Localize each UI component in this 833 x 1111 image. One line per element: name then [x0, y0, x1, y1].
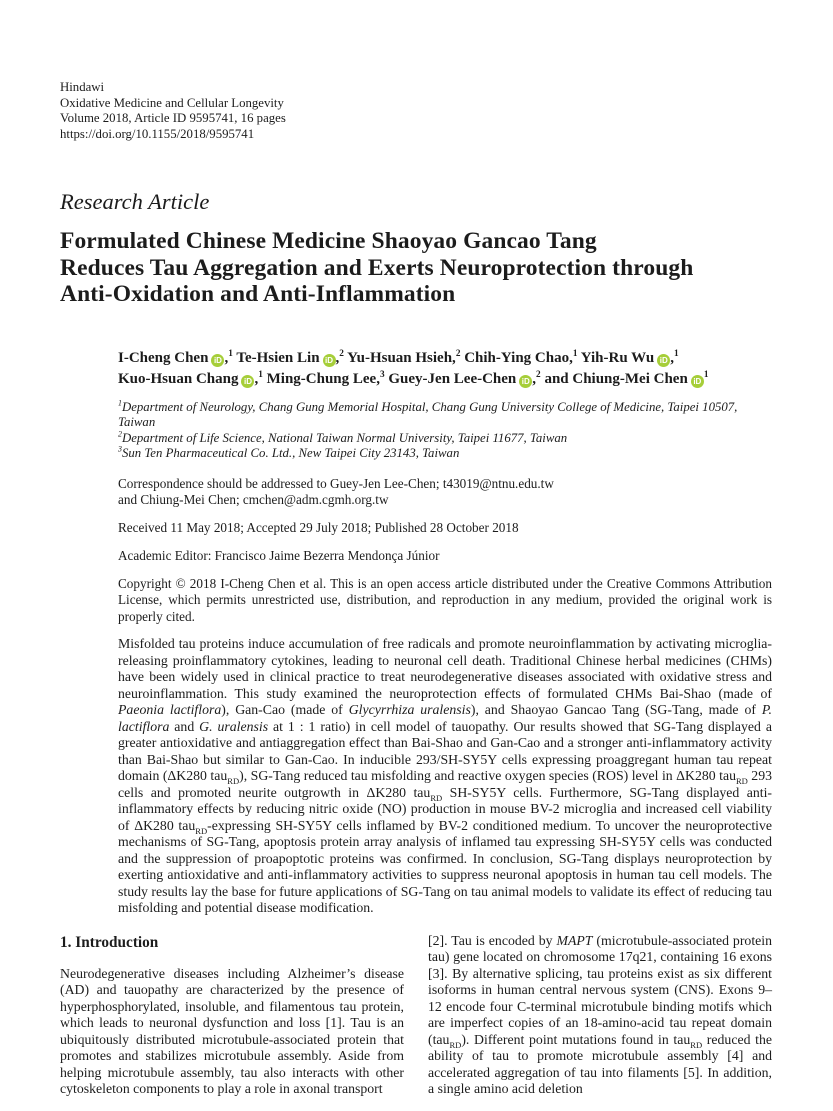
email-link[interactable]: cmchen@adm.cgmh.org.tw — [242, 491, 389, 507]
article-meta — [118, 348, 772, 917]
doi-link[interactable]: https://doi.org/10.1155/2018/9595741 — [60, 126, 255, 141]
orcid-icon[interactable]: iD — [519, 375, 532, 388]
orcid-icon[interactable]: iD — [211, 354, 224, 367]
section-heading-introduction: 1. Introduction — [60, 933, 159, 951]
journal-imprint — [60, 80, 772, 142]
title-line: Reduces Tau Aggregation and Exerts Neuroprotection through — [60, 254, 694, 281]
correspondence-block — [118, 476, 772, 508]
author-line: Kuo-Hsuan Chang iD ,$^1$ Ming-Chung Lee,$^3$ Guey-Jen Lee-Chen iD ,$^2$ and Chiung-Mei Chen $iD^1$ — [118, 369, 709, 387]
publisher-name: Hindawi — [60, 80, 105, 94]
orcid-icon[interactable]: iD — [691, 375, 704, 388]
affiliation-line: $^1$Department of Neurology, Chang Gung Memorial Hospital, Chang Gung University College of Medicine, Taipei 10507, Taiwan — [118, 398, 738, 430]
title-line: Formulated Chinese Medicine Shaoyao Gancao Tang — [60, 228, 597, 255]
affiliation-line: $^3$Sun Ten Pharmaceutical Co. Ltd., New Taipei City 23143, Taiwan — [118, 444, 460, 461]
author-list — [118, 348, 772, 390]
copyright-notice: Copyright © 2018 I-Cheng Chen et al. This is an open access article distributed under the Creative Commons Attribution License, which permits unrestricted use, distribution, and reproduction in any medium, provided the original work is properly cited. — [118, 575, 772, 624]
body-column-right — [428, 933, 772, 1098]
article-title — [60, 228, 772, 308]
author-line: I-Cheng Chen iD ,$^1$ Te-Hsien Lin iD ,$^2$ Yu-Hsuan Hsieh,$^2$ Chih-Ying Chao,$^1$ Yih-Ru Wu iD ,$^1$ — [118, 348, 679, 366]
body-columns — [60, 933, 772, 1098]
title-line: Anti-Oxidation and Anti-Inflammation — [60, 281, 456, 308]
orcid-icon[interactable]: iD — [323, 354, 336, 367]
affiliation-line: $^2$Department of Life Science, National Taiwan Normal University, Taipei 11677, Taiwan — [118, 429, 568, 445]
intro-paragraph-left: Neurodegenerative diseases including Alzheimer’s disease (AD) and tauopathy are characterized by the presence of hyperphosphorylated, insoluble, and filamentous tau protein, which leads to neuronal dysfunction and loss [1]. Tau is an ubiquitously distributed microtubule-associated protein that promotes and stabilizes microtubule assembly. Aside from helping microtubule assembly, tau also interacts with other cytoskeleton components to play a role in axonal transport — [60, 965, 404, 1096]
dates-line: Received 11 May 2018; Accepted 29 July 2018; Published 28 October 2018 — [118, 519, 519, 535]
abstract-text: Misfolded tau proteins induce accumulation of free radicals and promote neuroinflammation by activating microglia-releasing proinflammatory cytokines, leading to neuronal cell death. Traditional Chinese herbal medicines (CHMs) have been widely used in clinical practice to treat neurodegenerative diseases associated with oxidative stress and neuroinflammation. This study examined the neuroprotection effects of formulated CHMs Bai-Shao (made of Paeonia lactiflora), Gan-Cao (made of Glycyrrhiza uralensis), and Shaoyao Gancao Tang (SG-Tang, made of P. lactiflora and G. uralensis at 1 : 1 ratio) in cell model of tauopathy. Our results showed that SG-Tang displayed a greater antioxidative and antiaggregation effect than Bai-Shao and Gan-Cao and a stronger anti-inflammatory activity than Bai-Shao but similar to Gan-Cao. In inducible 293/SH-SY5Y cells expressing proaggregant human tau repeat domain (ΔK280 tau$_{RD}$), SG-Tang reduced tau misfolding and reactive oxygen species (ROS) level in ΔK280 tau$_{RD}$ 293 cells and promoted neurite outgrowth in ΔK280 tau$_{RD}$ SH-SY5Y cells. Furthermore, SG-Tang displayed anti-inflammatory effects by reducing nitric oxide (NO) production in mouse BV-2 microglia and increased cell viability of ΔK280 tau$_{RD}$-expressing SH-SY5Y cells inflamed by BV-2 conditioned medium. To uncover the neuroprotective mechanisms of SG-Tang, apoptosis protein array analysis of inflamed tau expressing SH-SY5Y cells was conducted and the suppression of proapoptotic proteins was confirmed. In conclusion, SG-Tang displays neuroprotection by exerting antioxidative and anti-inflammatory activities to suppress neuronal apoptosis in human tau cell models. The study results lay the base for future applications of SG-Tang on tau animal models to validate its effect of reducing tau misfolding and potential disease modification. — [118, 636, 773, 915]
correspondence-line: Correspondence should be addressed to Guey-Jen Lee-Chen; t43019@ntnu.edu.tw — [118, 475, 554, 491]
article-type-label: Research Article — [60, 189, 210, 215]
correspondence-line: and Chiung-Mei Chen; cmchen@adm.cgmh.org.tw — [118, 491, 389, 507]
body-column-left — [60, 933, 404, 1098]
journal-name: Oxidative Medicine and Cellular Longevity — [60, 95, 284, 110]
academic-editor-line: Academic Editor: Francisco Jaime Bezerra Mendonça Júnior — [118, 547, 440, 563]
orcid-icon[interactable]: iD — [241, 375, 254, 388]
intro-paragraph-right: [2]. Tau is encoded by MAPT (microtubule-associated protein tau) gene located on chromosome 17q21, containing 16 exons [3]. By alternative splicing, tau proteins exist as six different isoforms in human central nervous system (CNS). Exons 9–12 encode four C-terminal microtubule binding motifs which are imperfect copies of an 18-amino-acid tau repeat domain (tau$_{RD}$). Different point mutations found in tau$_{RD}$ reduced the ability of tau to promote microtubule assembly [4] and accelerated aggregation of tau into filaments [5]. In addition, a single amino acid deletion — [428, 932, 773, 1096]
email-link[interactable]: t43019@ntnu.edu.tw — [442, 475, 554, 491]
affiliation-list — [118, 400, 772, 462]
orcid-icon[interactable]: iD — [657, 354, 670, 367]
volume-line: Volume 2018, Article ID 9595741, 16 pages — [60, 111, 286, 126]
